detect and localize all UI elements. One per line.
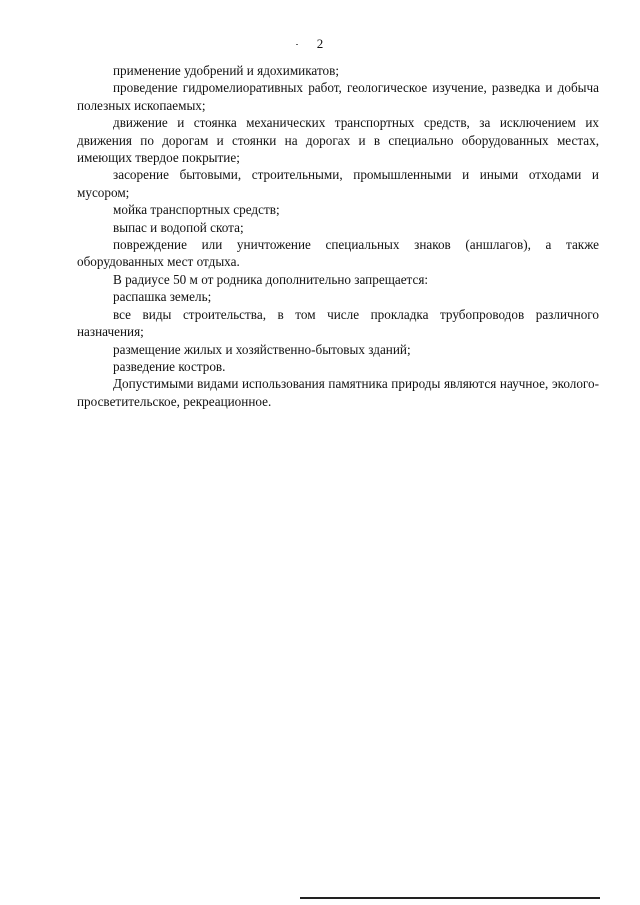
paragraph-littering: засорение бытовыми, строительными, промышленными и иными отходами и мусором; — [77, 167, 599, 200]
paragraph-buildings: размещение жилых и хозяйственно-бытовых зданий; — [113, 341, 411, 357]
paragraph-hydro-works: проведение гидромелиоративных работ, геологическое изучение, разведка и добыча полезных ископаемых; — [77, 80, 599, 113]
paragraph-radius-heading: В радиусе 50 м от родника дополнительно запрещается: — [113, 271, 429, 287]
paragraph-bonfires: разведение костров. — [113, 358, 226, 374]
paragraph-sign-damage: повреждение или уничтожение специальных знаков (аншлагов), а также оборудованных мест отдыха. — [77, 237, 599, 270]
paragraph-plowing: распашка земель; — [113, 289, 212, 305]
footer-rule — [300, 897, 600, 899]
page-number: 2 — [316, 36, 324, 51]
paragraph-construction: все виды строительства, в том числе прокладка трубопроводов различного назначения; — [77, 306, 599, 340]
paragraph-vehicle-washing: мойка транспортных средств; — [113, 202, 280, 218]
paragraph-fertilizers: применение удобрений и ядохимикатов; — [113, 63, 340, 78]
document-body — [77, 62, 599, 410]
paragraph-vehicle-movement: движение и стоянка механических транспортных средств, за исключением их движения по дорогам и стоянки на дорогах и в специально оборудованных местах, имеющих твердое покрытие; — [77, 115, 599, 166]
paragraph-permitted-uses: Допустимыми видами использования памятника природы являются научное, эколого-просветительское, рекреационное. — [77, 376, 599, 409]
scan-speck — [296, 44, 298, 45]
paragraph-grazing: выпас и водопой скота; — [113, 219, 244, 235]
